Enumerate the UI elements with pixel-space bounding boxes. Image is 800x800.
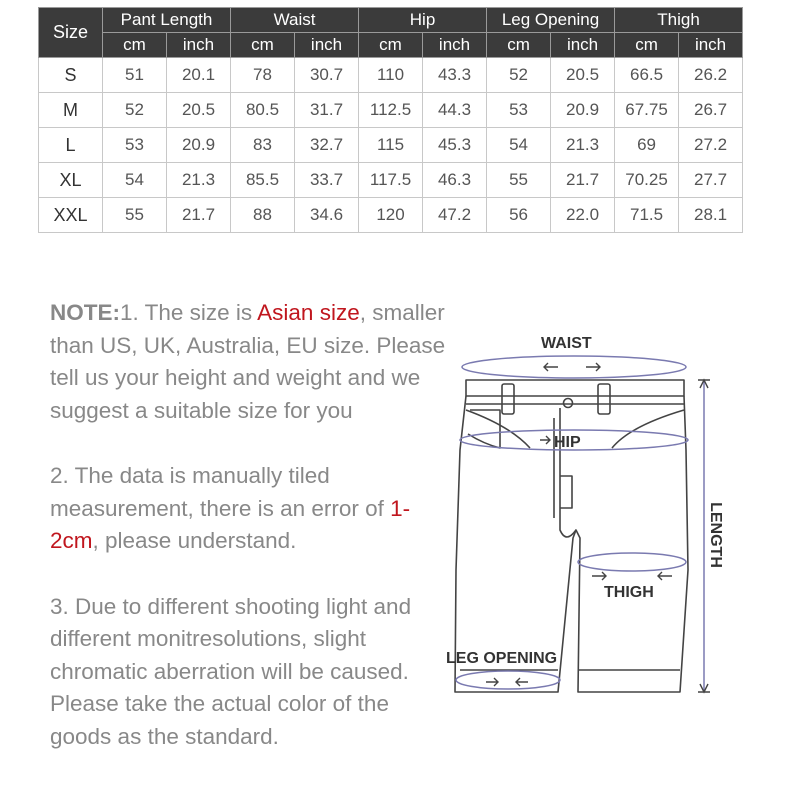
- table-row: [39, 198, 743, 233]
- unit-header: cm: [615, 33, 679, 58]
- table-row: [39, 128, 743, 163]
- unit-header: inch: [679, 33, 743, 58]
- table-cell: 51: [103, 58, 167, 93]
- length-label: LENGTH: [706, 502, 724, 568]
- note-2: [50, 460, 450, 558]
- table-cell: 21.7: [167, 198, 231, 233]
- table-cell: 30.7: [295, 58, 359, 93]
- hip-label: HIP: [554, 434, 581, 451]
- table-cell: 115: [359, 128, 423, 163]
- group-header-waist: Waist: [231, 8, 359, 33]
- note-1-lead: 1. The size is: [120, 300, 258, 325]
- thigh-measure-ellipse: [578, 553, 686, 580]
- table-cell: 26.7: [679, 93, 743, 128]
- note-label: NOTE:: [50, 300, 120, 325]
- table-cell: 70.25: [615, 163, 679, 198]
- unit-header-row: [39, 33, 743, 58]
- table-cell: 88: [231, 198, 295, 233]
- leg-opening-measure-ellipse: [456, 671, 560, 689]
- table-cell: 52: [103, 93, 167, 128]
- note-1-highlight: Asian size: [257, 300, 360, 325]
- group-header-hip: Hip: [359, 8, 487, 33]
- table-cell: 67.75: [615, 93, 679, 128]
- table-cell: 52: [487, 58, 551, 93]
- table-cell: 47.2: [423, 198, 487, 233]
- table-cell: 71.5: [615, 198, 679, 233]
- unit-header: inch: [167, 33, 231, 58]
- unit-header: cm: [103, 33, 167, 58]
- table-cell: 21.7: [551, 163, 615, 198]
- table-cell: 66.5: [615, 58, 679, 93]
- table-cell: 43.3: [423, 58, 487, 93]
- note-1: [50, 297, 450, 427]
- table-cell: 20.5: [167, 93, 231, 128]
- table-cell: 20.5: [551, 58, 615, 93]
- table-cell: 21.3: [551, 128, 615, 163]
- note-2-lead: 2. The data is manually tiled measurement, there is an error of: [50, 463, 391, 521]
- group-header-pant-length: Pant Length: [103, 8, 231, 33]
- table-cell: 54: [103, 163, 167, 198]
- note-2-rest: , please understand.: [92, 528, 297, 553]
- size-column-header: Size: [39, 8, 103, 58]
- group-header-row: [39, 8, 743, 33]
- table-cell: 44.3: [423, 93, 487, 128]
- thigh-label: THIGH: [604, 584, 654, 601]
- table-cell: 56: [487, 198, 551, 233]
- size-label: L: [39, 128, 103, 163]
- table-cell: 55: [103, 198, 167, 233]
- group-header-thigh: Thigh: [615, 8, 743, 33]
- table-cell: 27.7: [679, 163, 743, 198]
- table-row: [39, 163, 743, 198]
- table-cell: 54: [487, 128, 551, 163]
- table-cell: 32.7: [295, 128, 359, 163]
- size-label: XXL: [39, 198, 103, 233]
- group-header-leg-opening: Leg Opening: [487, 8, 615, 33]
- table-cell: 46.3: [423, 163, 487, 198]
- table-cell: 21.3: [167, 163, 231, 198]
- table-cell: 34.6: [295, 198, 359, 233]
- size-chart-table: [38, 7, 743, 233]
- table-cell: 33.7: [295, 163, 359, 198]
- size-label: S: [39, 58, 103, 93]
- unit-header: cm: [359, 33, 423, 58]
- unit-header: cm: [487, 33, 551, 58]
- table-cell: 22.0: [551, 198, 615, 233]
- unit-header: inch: [423, 33, 487, 58]
- waist-label: WAIST: [541, 335, 592, 352]
- table-cell: 31.7: [295, 93, 359, 128]
- note-3: [50, 591, 450, 754]
- table-cell: 69: [615, 128, 679, 163]
- waist-measure-ellipse: [462, 356, 686, 378]
- table-cell: 112.5: [359, 93, 423, 128]
- table-cell: 110: [359, 58, 423, 93]
- unit-header: cm: [231, 33, 295, 58]
- leg-opening-label: LEG OPENING: [446, 650, 558, 667]
- note-3-text: 3. Due to different shooting light and different monitresolutions, slight chromatic aberration will be caused. Please take the actual color of the goods as the standard.: [50, 593, 412, 749]
- size-label: XL: [39, 163, 103, 198]
- table-row: [39, 93, 743, 128]
- notes-section: [50, 297, 450, 786]
- table-cell: 117.5: [359, 163, 423, 198]
- table-cell: 80.5: [231, 93, 295, 128]
- table-cell: 78: [231, 58, 295, 93]
- table-cell: 53: [487, 93, 551, 128]
- table-row: [39, 58, 743, 93]
- table-cell: 20.9: [167, 128, 231, 163]
- table-cell: 45.3: [423, 128, 487, 163]
- shorts-measurement-diagram: [440, 330, 760, 710]
- table-cell: 28.1: [679, 198, 743, 233]
- note-1-rest: , smaller than US, UK, Australia, EU size. Please tell us your height and weight and we suggest a suitable size for you: [50, 300, 446, 423]
- size-label: M: [39, 93, 103, 128]
- table-cell: 55: [487, 163, 551, 198]
- note-2-highlight: 1-2cm: [50, 495, 411, 553]
- table-cell: 85.5: [231, 163, 295, 198]
- unit-header: inch: [295, 33, 359, 58]
- table-cell: 27.2: [679, 128, 743, 163]
- table-cell: 20.9: [551, 93, 615, 128]
- table-cell: 26.2: [679, 58, 743, 93]
- table-cell: 20.1: [167, 58, 231, 93]
- table-cell: 120: [359, 198, 423, 233]
- table-cell: 83: [231, 128, 295, 163]
- shorts-outline: [455, 380, 688, 692]
- unit-header: inch: [551, 33, 615, 58]
- table-cell: 53: [103, 128, 167, 163]
